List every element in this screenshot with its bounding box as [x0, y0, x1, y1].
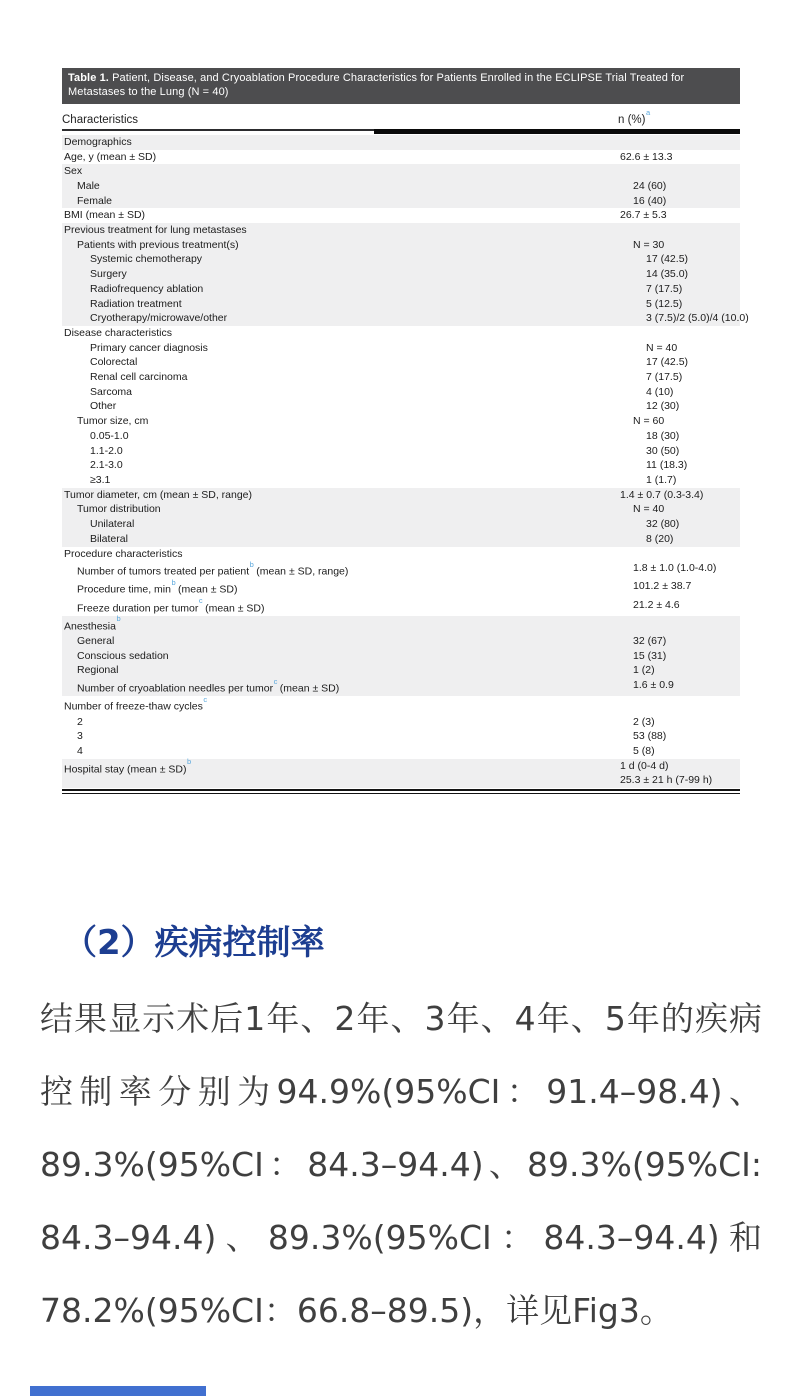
- footnote-marker-c: c: [198, 596, 203, 606]
- table-row: [62, 297, 740, 312]
- row-label: Number of tumors treated per patient$^b$ (mean ± SD, range): [77, 559, 349, 578]
- table-row: [62, 282, 740, 297]
- paragraph-line: 结果显示术后1年、2年、3年、4年、5年的疾病: [40, 999, 762, 1038]
- row-value: 62.6 ± 13.3: [620, 150, 673, 163]
- footnote-marker-c: c: [273, 676, 278, 686]
- footnote-marker-a: a: [645, 107, 651, 117]
- header-rule-thick: [374, 129, 740, 134]
- table-row: [62, 370, 740, 385]
- row-label: Bilateral: [90, 532, 128, 545]
- table-row: [62, 517, 740, 532]
- table-row: [62, 634, 740, 649]
- row-value: 7 (17.5): [646, 282, 683, 295]
- table-row: [62, 252, 740, 267]
- table-row: [62, 385, 740, 400]
- table-row: [62, 135, 740, 150]
- table-bottom-rule: [62, 789, 740, 794]
- row-value: 24 (60): [633, 179, 667, 192]
- row-label: Procedure time, min$^b$ (mean ± SD): [77, 577, 238, 596]
- table-row: [62, 678, 740, 696]
- table-row: [62, 444, 740, 459]
- row-label: Tumor size, cm: [77, 415, 149, 428]
- table-row: [62, 532, 740, 547]
- row-label: Disease characteristics: [64, 326, 172, 339]
- row-value: 18 (30): [646, 429, 680, 442]
- table-title-text: Patient, Disease, and Cryoablation Procedure Characteristics for Patients Enrolled in the ECLIPSE Trial Treated for Metastases to the Lung (N = 40): [68, 72, 685, 98]
- row-label: Anesthesia$^b$: [64, 614, 121, 633]
- row-value: 1.8 ± 1.0 (1.0-4.0): [633, 562, 717, 575]
- table-row: [62, 458, 740, 473]
- row-value: N = 40: [633, 503, 665, 516]
- table-row: [62, 561, 740, 579]
- paragraph-line: 89.3%(95%CI：84.3–94.4)、89.3%(95%CI:: [40, 1145, 762, 1184]
- section-heading: （2）疾病控制率: [63, 923, 325, 963]
- table-row: [62, 729, 740, 744]
- row-value: 30 (50): [646, 444, 680, 457]
- paragraph-line: 78.2%(95%CI：66.8–89.5)，详见Fig3。: [40, 1291, 673, 1330]
- table-row: [62, 355, 740, 370]
- row-value: 12 (30): [646, 400, 680, 413]
- footnote-marker-b: b: [171, 577, 176, 587]
- table-row: [62, 663, 740, 678]
- row-value: 5 (8): [633, 744, 655, 757]
- row-value: [620, 326, 740, 341]
- table-row: [62, 744, 740, 759]
- table-row: [62, 194, 740, 209]
- table-row: [62, 598, 740, 616]
- row-label: Unilateral: [90, 518, 135, 531]
- footnote-marker-b: b: [186, 757, 192, 767]
- row-value: 14 (35.0): [646, 268, 689, 281]
- table-title: [62, 68, 740, 104]
- row-value: 5 (12.5): [646, 297, 683, 310]
- row-value: [620, 135, 740, 150]
- row-value: [620, 696, 740, 714]
- row-value: 2 (3): [633, 715, 655, 728]
- table-header-row: [62, 104, 740, 129]
- paragraph-line: 84.3–94.4)、89.3%(95%CI：84.3–94.4)和: [40, 1218, 762, 1257]
- row-value: 16 (40): [633, 194, 667, 207]
- row-value: 1.4 ± 0.7 (0.3-3.4): [620, 488, 704, 501]
- row-value: 26.7 ± 5.3: [620, 209, 667, 222]
- row-value: N = 40: [646, 341, 678, 354]
- row-value: N = 30: [633, 238, 665, 251]
- row-value: 21.2 ± 4.6: [633, 598, 680, 611]
- row-label: 3: [77, 730, 83, 743]
- row-label: Tumor distribution: [77, 503, 161, 516]
- row-label: Sex: [64, 165, 83, 178]
- table-row: [62, 759, 740, 788]
- table-row: [62, 267, 740, 282]
- row-value: [620, 164, 740, 179]
- row-label: Procedure characteristics: [64, 547, 183, 560]
- paragraph-line: 控制率分别为94.9%(95%CI：91.4–98.4)、: [40, 1072, 762, 1111]
- table-rows: [62, 135, 749, 788]
- table-row: [62, 579, 740, 597]
- table-row: [62, 715, 740, 730]
- row-value: 32 (67): [633, 635, 667, 648]
- row-label: Primary cancer diagnosis: [90, 341, 208, 354]
- bottom-accent-bar: [30, 1386, 206, 1396]
- row-label: Colorectal: [90, 356, 138, 369]
- row-label: Radiofrequency ablation: [90, 282, 204, 295]
- row-label: Previous treatment for lung metastases: [64, 224, 247, 237]
- table-row: [62, 473, 740, 488]
- table-row: [62, 696, 740, 714]
- row-value: 101.2 ± 38.7: [633, 580, 692, 593]
- table-row: [62, 488, 740, 503]
- row-value: 8 (20): [646, 532, 674, 545]
- row-label: General: [77, 635, 115, 648]
- row-label: ≥3.1: [90, 474, 111, 486]
- table-row: [62, 326, 740, 341]
- row-label: 0.05-1.0: [90, 429, 129, 442]
- table-row: [62, 649, 740, 664]
- table-row: [62, 341, 740, 356]
- row-label: 1.1-2.0: [90, 444, 123, 457]
- row-label: Female: [77, 194, 113, 207]
- row-label: Renal cell carcinoma: [90, 371, 188, 384]
- table-row: [62, 502, 740, 517]
- table-row: [62, 238, 740, 253]
- row-value: [620, 223, 740, 238]
- row-label: 2.1-3.0: [90, 459, 123, 472]
- row-label: Male: [77, 179, 100, 192]
- row-label: Regional: [77, 664, 119, 677]
- row-value: 17 (42.5): [646, 356, 689, 369]
- column-header-characteristics: Characteristics: [62, 113, 139, 126]
- table-row: [62, 429, 740, 444]
- table-row: [62, 616, 740, 634]
- row-value: 17 (42.5): [646, 253, 689, 266]
- row-label: Tumor diameter, cm (mean ± SD, range): [64, 488, 253, 501]
- row-label: 4: [77, 744, 83, 757]
- table-row: [62, 164, 740, 179]
- row-value: 4 (10): [646, 385, 674, 398]
- header-rule: [62, 129, 740, 134]
- row-label: Surgery: [90, 268, 127, 281]
- row-label: Conscious sedation: [77, 649, 169, 662]
- footnote-marker-c: c: [203, 694, 208, 704]
- row-label: Number of cryoablation needles per tumor$^c$ (mean ± SD): [77, 676, 340, 695]
- row-value: 11 (18.3): [646, 459, 688, 472]
- table-row: [62, 399, 740, 414]
- table-row: [62, 311, 749, 326]
- row-label: Freeze duration per tumor$^c$ (mean ± SD): [77, 596, 265, 615]
- table-row: [62, 547, 740, 562]
- row-value: 7 (17.5): [646, 371, 683, 384]
- table-row: [62, 414, 740, 429]
- row-value: 1 d (0-4 d) 25.3 ± 21 h (7-99 h): [620, 759, 713, 787]
- table-row: [62, 208, 740, 223]
- row-value: N = 60: [633, 415, 665, 428]
- row-label: Age, y (mean ± SD): [64, 150, 157, 163]
- table-number: Table 1.: [68, 72, 109, 84]
- footnote-marker-b: b: [249, 559, 254, 569]
- row-label: Radiation treatment: [90, 297, 182, 310]
- row-value: 1 (1.7): [646, 474, 677, 486]
- row-value: 53 (88): [633, 730, 667, 743]
- row-label: BMI (mean ± SD): [64, 209, 146, 222]
- row-value: 15 (31): [633, 649, 667, 662]
- row-label: Number of freeze-thaw cycles$^c$: [64, 694, 208, 713]
- table-row: [62, 179, 740, 194]
- row-label: Cryotherapy/microwave/other: [90, 312, 228, 325]
- row-label: Sarcoma: [90, 385, 133, 398]
- row-label: Hospital stay (mean ± SD)$^b$: [64, 757, 192, 776]
- row-label: Other: [90, 400, 117, 413]
- row-value: [620, 616, 740, 634]
- row-label: 2: [77, 715, 83, 728]
- row-value: 32 (80): [646, 518, 680, 531]
- table-row: [62, 223, 740, 238]
- row-value: 1.6 ± 0.9: [633, 679, 674, 692]
- table-row: [62, 150, 740, 165]
- characteristics-table: [62, 68, 749, 794]
- row-label: Patients with previous treatment(s): [77, 238, 239, 251]
- column-header-n-percent: n (%)$^a$: [618, 107, 651, 126]
- row-label: Demographics: [64, 135, 132, 148]
- row-value: 1 (2): [633, 664, 655, 677]
- footnote-marker-b: b: [116, 614, 121, 624]
- row-value: [620, 547, 740, 562]
- row-value: 3 (7.5)/2 (5.0)/4 (10.0): [646, 312, 749, 325]
- row-label: Systemic chemotherapy: [90, 253, 203, 266]
- result-paragraph: [40, 982, 762, 1347]
